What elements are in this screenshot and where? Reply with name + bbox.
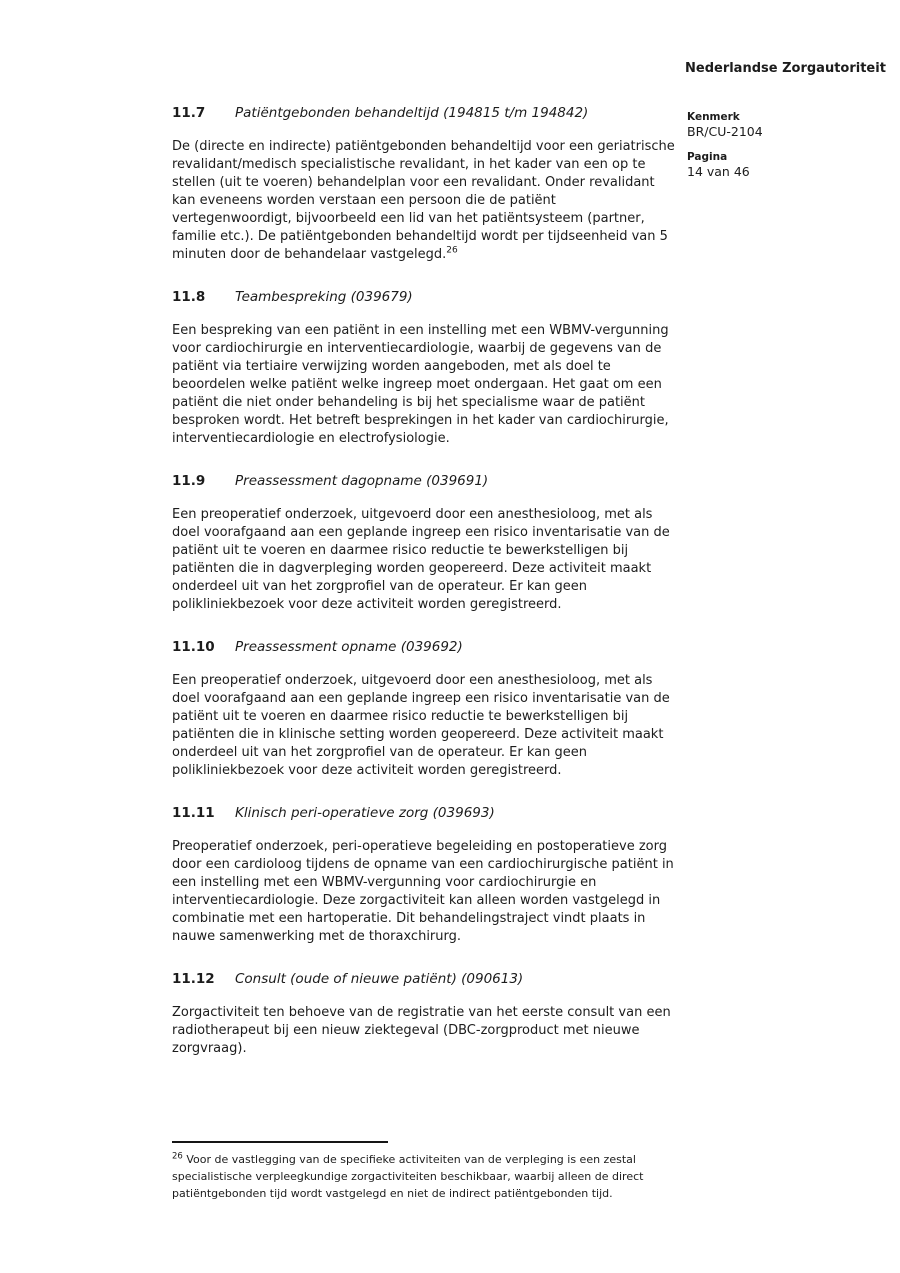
section-title: Consult (oude of nieuwe patiënt) (090613) (235, 971, 524, 987)
section-title: Preassessment opname (039692) (235, 639, 463, 655)
pagina-label: Pagina (687, 151, 728, 163)
footnote-ref-marker: 26 (446, 245, 458, 256)
section-11-8 (172, 288, 678, 448)
section-number: 11.12 (172, 971, 215, 987)
section-heading (172, 288, 678, 306)
section-11-11 (172, 804, 678, 946)
section-11-12 (172, 970, 678, 1058)
pagina-group (687, 151, 847, 180)
section-heading (172, 472, 678, 490)
section-body: Een preoperatief onderzoek, uitgevoerd door een anesthesioloog, met als doel voorafgaand aan een geplande ingreep een risico inventarisatie van de patiënt uit te voeren en daarmee risico reductie te bewerkstelligen bij patiënten die in dagverpleging worden geopereerd. Deze activiteit maakt onderdeel uit van het zorgprofiel van de operateur. Er kan geen polikliniekbezoek voor deze activiteit worden geregistreerd. (172, 507, 670, 612)
section-body: Een bespreking van een patiënt in een instelling met een WBMV-vergunning voor cardiochirurgie en interventiecardiologie, waarbij de gegevens van de patiënt via tertiaire verwijzing worden aangeboden, met als doel te beoordelen welke patiënt welke ingreep moet ondergaan. Het gaat om een patiënt die niet onder behandeling is bij het specialisme waar de patiënt besproken wordt. Het betreft besprekingen in het kader van cardiochirurgie, interventiecardiologie en electrofysiologie. (172, 323, 669, 446)
section-number: 11.11 (172, 805, 215, 821)
footnote-body-text: Voor de vastlegging van de specifieke activiteiten van de verpleging is een zestal specialistische verpleegkundige zorgactiviteiten beschikbaar, waarbij alleen de direct patiëntgebonden tijd wordt vastgelegd en niet de indirect patiëntgebonden tijd. (172, 1153, 644, 1200)
kenmerk-group (687, 111, 847, 140)
section-number: 11.8 (172, 289, 206, 305)
section-11-9 (172, 472, 678, 614)
footnote-text (172, 1151, 678, 1202)
section-body-text: De (directe en indirecte) patiëntgebonden behandeltijd voor een geriatrische revalidant/medisch specialistische revalidant, in het kader van een op te stellen (uit te voeren) behandelplan voor een revalidant. Onder revalidant kan eveneens worden verstaan een persoon die de patiënt vertegenwoordigt, bijvoorbeeld een lid van het patiëntsysteem (partner, familie etc.). De patiëntgebonden behandeltijd wordt per tijdseenheid van 5 minuten door de behandelaar vastgelegd. (172, 139, 675, 262)
main-text-column (172, 104, 678, 1082)
section-title: Teambespreking (039679) (235, 289, 413, 305)
section-heading (172, 804, 678, 822)
section-number: 11.9 (172, 473, 206, 489)
section-body (172, 138, 678, 264)
kenmerk-value: BR/CU-2104 (687, 124, 763, 139)
section-body: Zorgactiviteit ten behoeve van de registratie van het eerste consult van een radiotherapeut bij een nieuw ziektegeval (DBC-zorgproduct met nieuwe zorgvraag). (172, 1005, 671, 1056)
section-heading (172, 638, 678, 656)
section-title: Preassessment dagopname (039691) (235, 473, 489, 489)
org-title: Nederlandse Zorgautoriteit (685, 61, 886, 76)
section-11-10 (172, 638, 678, 780)
reference-sidebar (687, 111, 847, 191)
section-heading (172, 104, 678, 122)
section-body: Een preoperatief onderzoek, uitgevoerd door een anesthesioloog, met als doel voorafgaand aan een geplande ingreep een risico inventarisatie van de patiënt uit te voeren en daarmee risico reductie te bewerkstelligen bij patiënten die in klinische setting worden geopereerd. Deze activiteit maakt onderdeel uit van het zorgprofiel van de operateur. Er kan geen polikliniekbezoek voor deze activiteit worden geregistreerd. (172, 673, 670, 778)
section-heading (172, 970, 678, 988)
section-number: 11.7 (172, 105, 206, 121)
section-number: 11.10 (172, 639, 215, 655)
footnote (172, 1141, 678, 1202)
section-title: Patiëntgebonden behandeltijd (194815 t/m 194842) (235, 105, 589, 121)
pagina-value: 14 van 46 (687, 164, 750, 179)
section-title: Klinisch peri-operatieve zorg (039693) (235, 805, 495, 821)
section-body: Preoperatief onderzoek, peri-operatieve begeleiding en postoperatieve zorg door een cardioloog tijdens de opname van een cardiochirurgische patiënt in een instelling met een WBMV-vergunning voor cardiochirurgie en interventiecardiologie. Deze zorgactiviteit kan alleen worden vastgelegd in combinatie met een hartoperatie. Dit behandelingstraject vindt plaats in nauwe samenwerking met de thoraxchirurg. (172, 839, 674, 944)
footnote-divider (172, 1141, 388, 1143)
kenmerk-label: Kenmerk (687, 111, 740, 123)
footnote-ref: 26 (172, 1151, 183, 1162)
section-11-7 (172, 104, 678, 264)
